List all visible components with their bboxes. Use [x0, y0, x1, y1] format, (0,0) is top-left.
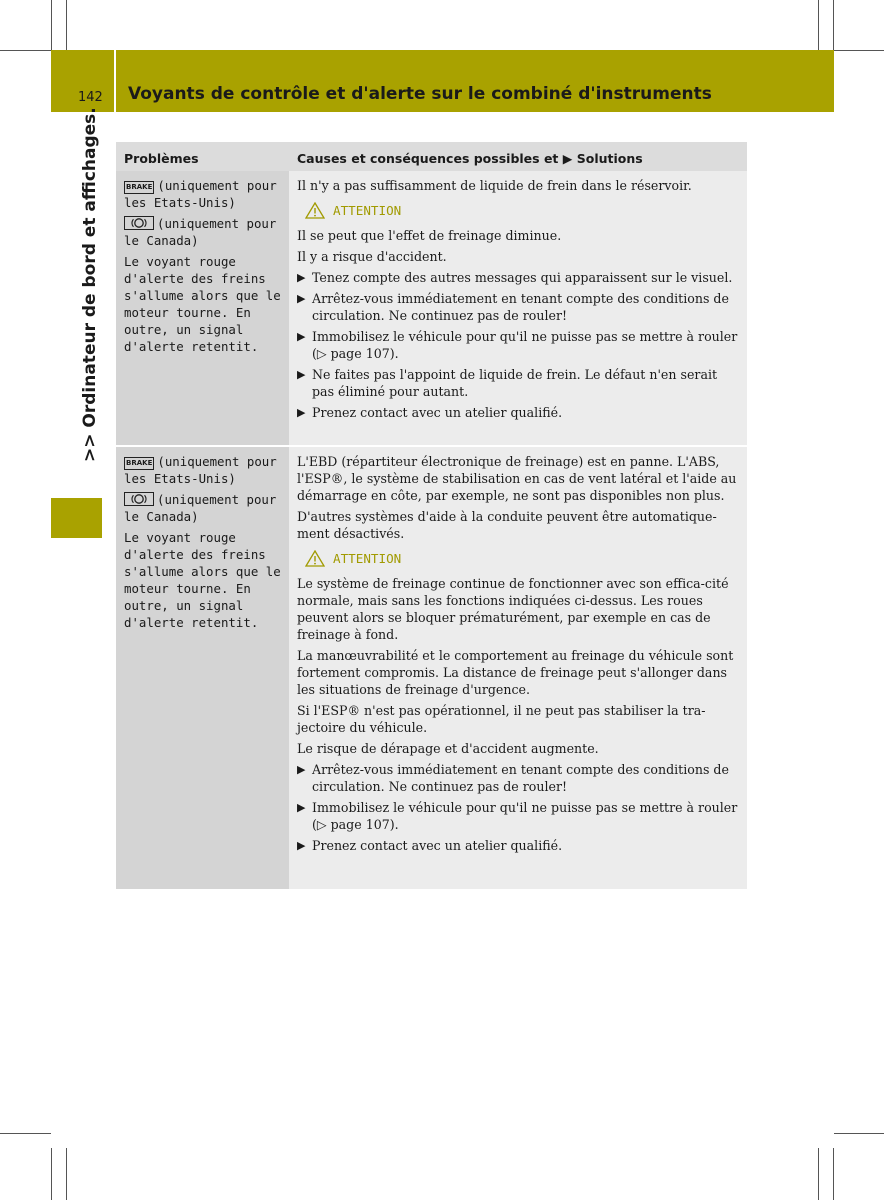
column-header-prefix: Causes et conséquences possibles et: [297, 151, 559, 166]
action-item: [297, 799, 740, 833]
warning-table: [116, 142, 747, 889]
action-text: Prenez contact avec un atelier qualifié.: [312, 405, 563, 420]
bullet-arrow-icon: ▶: [297, 801, 306, 814]
action-item: [297, 837, 740, 854]
page-number: 142: [78, 90, 103, 105]
bullet-arrow-icon: ▶: [297, 330, 306, 343]
bullet-arrow-icon: ▶: [297, 763, 306, 776]
action-text: Prenez contact avec un atelier qualifié.: [312, 838, 563, 853]
brake-warning-icon: BRAKE: [124, 181, 154, 194]
crop-mark: [833, 1148, 834, 1200]
action-item: [297, 404, 740, 421]
bullet-arrow-icon: ▶: [297, 406, 306, 419]
action-text: Arrêtez-vous immédiatement en tenant compte des conditions de circulation. Ne continuez pas de rouler!: [312, 762, 729, 794]
problem-description: Le voyant rouge d'alerte des freins s'allume alors que le moteur tourne. En outre, un signal d'alerte retentit.: [124, 530, 281, 630]
warning-paragraph: Le risque de dérapage et d'accident augmente.: [297, 741, 599, 756]
side-tab-marker: [51, 498, 102, 538]
arrow-icon: ▶: [562, 151, 573, 166]
side-section-label: >> Ordinateur de bord et affichages.: [80, 107, 100, 462]
crop-mark: [66, 0, 67, 50]
action-list: [297, 269, 740, 421]
warning-text: [297, 227, 740, 265]
warning-triangle-icon: [305, 202, 325, 219]
column-header-problems: Problèmes: [116, 142, 289, 171]
usa-line: [124, 177, 282, 211]
problem-cell: [116, 171, 289, 446]
usa-text: (uniquement pour les Etats-Unis): [124, 454, 277, 486]
problem-description: Le voyant rouge d'alerte des freins s'allume alors que le moteur tourne. En outre, un signal d'alerte retentit.: [124, 254, 281, 354]
crop-mark: [0, 50, 51, 51]
action-item: [297, 290, 740, 324]
action-list: [297, 761, 740, 854]
attention-heading: [305, 202, 740, 219]
warning-paragraph: Si l'ESP® n'est pas opérationnel, il ne peut pas stabiliser la tra-jectoire du véhicule.: [297, 703, 706, 735]
warning-paragraph: Il se peut que l'effet de freinage diminue.: [297, 228, 562, 243]
solution-cell: [289, 171, 747, 446]
cause-paragraph: L'EBD (répartiteur électronique de freinage) est en panne. L'ABS, l'ESP®, le système de stabilisation en cas de vent latéral et l'aide au démarrage en côte, par exemple, ne sont pas disponibles non plus.: [297, 454, 737, 503]
attention-heading: [305, 550, 740, 567]
crop-mark: [0, 1133, 51, 1134]
crop-mark: [51, 1148, 52, 1200]
cause-paragraph: Il n'y a pas suffisamment de liquide de frein dans le réservoir.: [297, 178, 692, 193]
crop-mark: [818, 1148, 819, 1200]
action-text: Arrêtez-vous immédiatement en tenant compte des conditions de circulation. Ne continuez pas de rouler!: [312, 291, 729, 323]
crop-mark: [51, 0, 52, 50]
cause-text: [297, 177, 740, 194]
column-header-solutions: [289, 142, 747, 171]
solution-cell: [289, 446, 747, 889]
brake-warning-icon: BRAKE: [124, 457, 154, 470]
brake-circle-warning-icon: [124, 216, 154, 230]
crop-mark: [66, 1148, 67, 1200]
canada-text: (uniquement pour le Canada): [124, 492, 277, 524]
attention-label: ATTENTION: [333, 551, 402, 566]
crop-mark: [834, 50, 884, 51]
crop-mark: [833, 0, 834, 50]
crop-mark: [834, 1133, 884, 1134]
action-text: Immobilisez le véhicule pour qu'il ne puisse pas se mettre à rouler (▷ page 107).: [312, 329, 738, 361]
warning-paragraph: Il y a risque d'accident.: [297, 249, 447, 264]
attention-label: ATTENTION: [333, 203, 402, 218]
action-item: [297, 269, 740, 286]
table-header-row: [116, 142, 747, 171]
action-text: Immobilisez le véhicule pour qu'il ne puisse pas se mettre à rouler (▷ page 107).: [312, 800, 738, 832]
crop-mark: [818, 0, 819, 50]
bullet-arrow-icon: ▶: [297, 839, 306, 852]
action-item: [297, 328, 740, 362]
bullet-arrow-icon: ▶: [297, 292, 306, 305]
warning-text: [297, 575, 740, 757]
cause-paragraph: D'autres systèmes d'aide à la conduite peuvent être automatique-ment désactivés.: [297, 509, 717, 541]
action-text: Ne faites pas l'appoint de liquide de frein. Le défaut n'en serait pas éliminé pour autant.: [312, 367, 718, 399]
bullet-arrow-icon: ▶: [297, 271, 306, 284]
usa-text: (uniquement pour les Etats-Unis): [124, 178, 277, 210]
warning-paragraph: La manœuvrabilité et le comportement au freinage du véhicule sont fortement compromis. La distance de freinage peut s'allonger dans les situations de freinage d'urgence.: [297, 648, 734, 697]
warning-paragraph: Le système de freinage continue de fonctionner avec son effica-cité normale, mais sans les fonctions indiquées ci-dessus. Les roues peuvent alors se bloquer prématurément, par exemple en cas de freinage à fond.: [297, 576, 729, 642]
canada-line: [124, 491, 282, 525]
canada-line: [124, 215, 282, 249]
usa-line: [124, 453, 282, 487]
action-text: Tenez compte des autres messages qui apparaissent sur le visuel.: [312, 270, 733, 285]
bullet-arrow-icon: ▶: [297, 368, 306, 381]
warning-triangle-icon: [305, 550, 325, 567]
action-item: [297, 366, 740, 400]
brake-circle-warning-icon: [124, 492, 154, 506]
action-item: [297, 761, 740, 795]
column-header-suffix: Solutions: [576, 151, 643, 166]
canada-text: (uniquement pour le Canada): [124, 216, 277, 248]
cause-text: [297, 453, 740, 542]
problem-cell: [116, 446, 289, 889]
page-title: Voyants de contrôle et d'alerte sur le combiné d'instruments: [128, 84, 712, 104]
table-row: [116, 171, 747, 446]
table-row: [116, 446, 747, 889]
